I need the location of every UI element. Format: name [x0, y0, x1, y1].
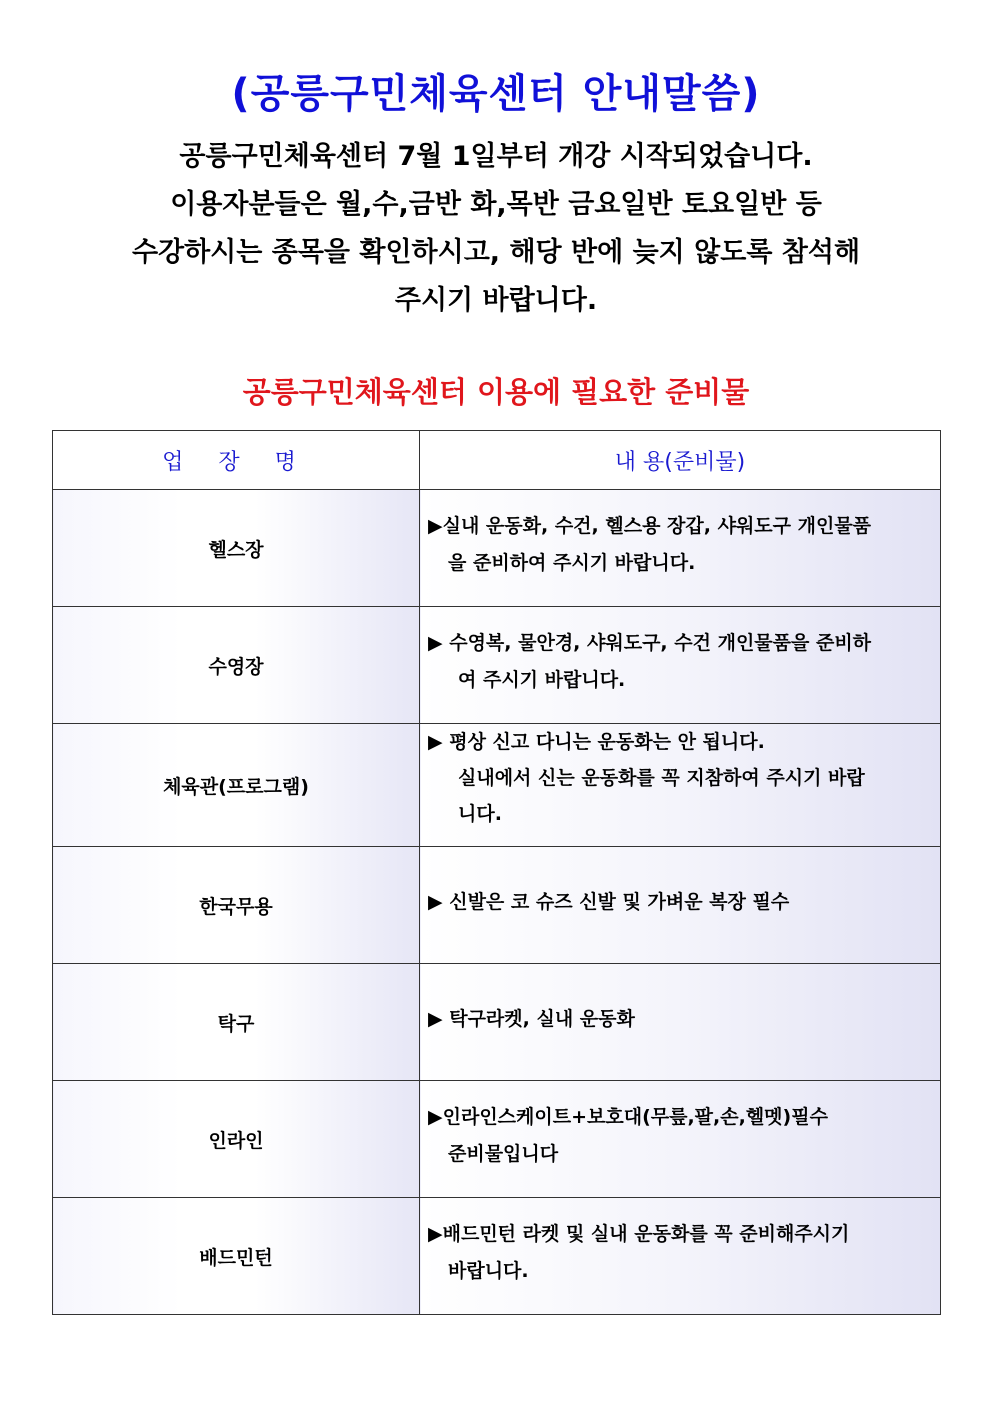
item-line: ▶인라인스케이트+보호대(무릎,팔,손,헬멧)필수 [428, 1106, 828, 1128]
table-row [53, 847, 941, 964]
item-line: ▶실내 운동화, 수건, 헬스용 장갑, 샤워도구 개인물품 [428, 515, 872, 537]
facility-items [420, 724, 941, 847]
item-line: 바랍니다. [448, 1260, 529, 1282]
page-title: (공릉구민체육센터 안내말씀) [231, 71, 761, 117]
facility-name: 헬스장 [53, 490, 420, 607]
table-row [53, 964, 941, 1081]
table-row [53, 490, 941, 607]
facility-items [420, 964, 941, 1081]
notice-line: 공릉구민체육센터 7월 1일부터 개강 시작되었습니다. [179, 141, 813, 172]
facility-name: 배드민턴 [53, 1198, 420, 1315]
header-content: 내 용(준비물) [420, 431, 941, 490]
section-subtitle: 공릉구민체육센터 이용에 필요한 준비물 [242, 375, 750, 409]
table-row [53, 724, 941, 847]
item-line: ▶ 수영복, 물안경, 샤워도구, 수건 개인물품을 준비하 [428, 632, 872, 654]
item-line: 실내에서 신는 운동화를 꼭 지참하여 주시기 바랍 [458, 767, 865, 789]
facility-name: 인라인 [53, 1081, 420, 1198]
facility-items [420, 490, 941, 607]
item-line: ▶ 탁구라켓, 실내 운동화 [428, 1007, 635, 1030]
facility-name: 수영장 [53, 607, 420, 724]
notice-line: 이용자분들은 월,수,금반 화,목반 금요일반 토요일반 등 [170, 189, 822, 220]
facility-items [420, 1198, 941, 1315]
table-row [53, 607, 941, 724]
notice-line: 수강하시는 종목을 확인하시고, 해당 반에 늦지 않도록 참석해 [131, 237, 861, 268]
item-line: 니다. [458, 803, 502, 825]
facility-name: 체육관(프로그램) [53, 724, 420, 847]
notice-line: 주시기 바랍니다. [394, 285, 598, 316]
item-line: 을 준비하여 주시기 바랍니다. [448, 552, 696, 574]
facility-items [420, 607, 941, 724]
header-facility: 업 장 명 [53, 431, 420, 490]
table-row [53, 1198, 941, 1315]
facility-name: 탁구 [53, 964, 420, 1081]
item-line: 여 주시기 바랍니다. [458, 669, 626, 691]
item-line: ▶배드민턴 라켓 및 실내 운동화를 꼭 준비해주시기 [428, 1223, 850, 1245]
item-line: ▶ 평상 신고 다니는 운동화는 안 됩니다. [428, 731, 765, 753]
table-row [53, 1081, 941, 1198]
notice-text [40, 133, 952, 325]
preparation-table [52, 430, 941, 1315]
facility-items [420, 847, 941, 964]
item-line: 준비물입니다 [448, 1143, 559, 1165]
table-header-row [53, 431, 941, 490]
facility-items [420, 1081, 941, 1198]
item-line: ▶ 신발은 코 슈즈 신발 및 가벼운 복장 필수 [428, 890, 790, 913]
facility-name: 한국무용 [53, 847, 420, 964]
